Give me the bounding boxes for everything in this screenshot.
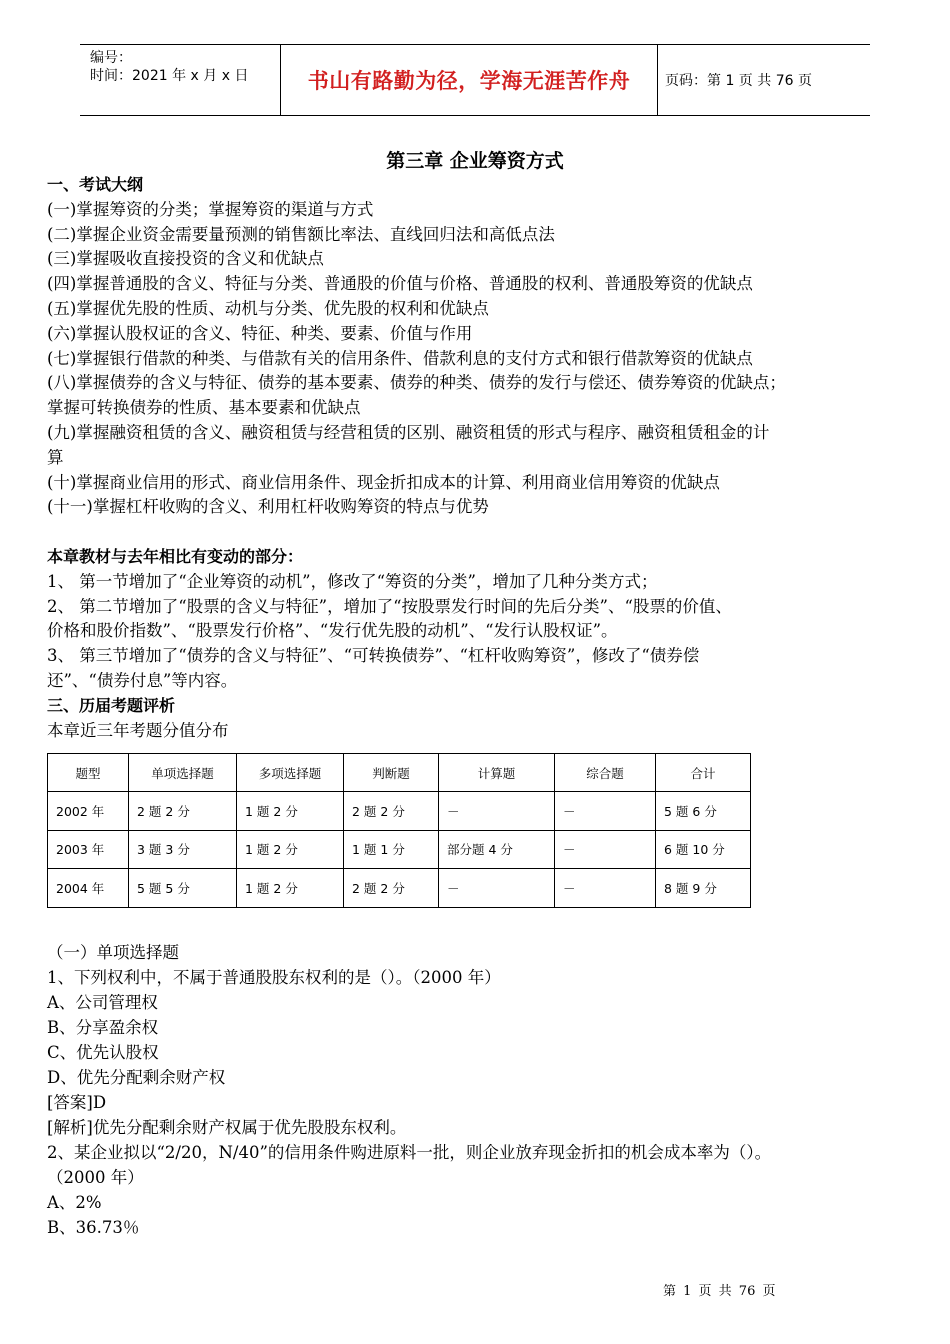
table-header-cell: 合计 (656, 754, 751, 792)
table-cell: 6 题 10 分 (656, 830, 751, 869)
table-cell: 2 题 2 分 (344, 792, 439, 831)
text-line: 价格和股价指数”、“股票发行价格”、“发行优先股的动机”、“发行认股权证”。 (47, 621, 618, 641)
table-cell: 1 题 1 分 (344, 830, 439, 869)
table-cell: 1 题 2 分 (237, 830, 344, 869)
table-header-cell: 多项选择题 (237, 754, 344, 792)
table-cell: 2 题 2 分 (344, 869, 439, 908)
question-line: A、公司管理权 (47, 993, 158, 1012)
table-cell: 8 题 9 分 (656, 869, 751, 908)
text-line: (一)掌握筹资的分类；掌握筹资的渠道与方式 (47, 199, 374, 219)
question-line: B、36.73％ (47, 1218, 140, 1237)
table-cell: 5 题 6 分 (656, 792, 751, 831)
table-header-cell: 计算题 (439, 754, 555, 792)
header-page-label: 页码：第 1 页 共 76 页 (665, 73, 812, 89)
table-header-cell: 题型 (48, 754, 129, 792)
question-line: 2、某企业拟以“2/20，N/40”的信用条件购进原料一批，则企业放弃现金折扣的机会成本率为（）。 (47, 1143, 772, 1162)
section-heading: 本章教材与去年相比有变动的部分： (47, 547, 304, 566)
table-row (48, 869, 751, 908)
table-header-cell: 判断题 (344, 754, 439, 792)
text-line: 本章近三年考题分值分布 (47, 720, 229, 740)
table-cell: 3 题 3 分 (129, 830, 237, 869)
table-header-cell: 单项选择题 (129, 754, 237, 792)
question-line: D、优先分配剩余财产权 (47, 1068, 226, 1087)
question-line: B、分享盈余权 (47, 1018, 159, 1037)
table-header-row (48, 754, 751, 792)
table-row (48, 830, 751, 869)
table-cell: － (439, 869, 555, 908)
time-label: 时间：2021 年 x 月 x 日 (90, 68, 249, 84)
table-cell: 2004 年 (48, 869, 129, 908)
text-line: (九)掌握融资租赁的含义、融资租赁与经营租赁的区别、融资租赁的形式与程序、融资租赁租金的计 (47, 423, 770, 442)
text-line: (二)掌握企业资金需要量预测的销售额比率法、直线回归法和高低点法 (47, 224, 555, 244)
question-line: [答案]D (47, 1093, 107, 1112)
question-line: （一）单项选择题 (47, 943, 179, 962)
table-cell: － (555, 830, 656, 869)
question-line: [解析]优先分配剩余财产权属于优先股股东权利。 (47, 1118, 407, 1137)
score-table (47, 753, 751, 908)
text-line: (十)掌握商业信用的形式、商业信用条件、现金折扣成本的计算、利用商业信用筹资的优缺点 (47, 472, 720, 492)
text-line: 1、 第一节增加了“企业筹资的动机”，修改了“筹资的分类”，增加了几种分类方式； (47, 571, 658, 591)
text-line: (五)掌握优先股的性质、动机与分类、优先股的权利和优缺点 (47, 299, 489, 318)
question-line: （2000 年） (47, 1168, 144, 1187)
table-cell: － (439, 792, 555, 831)
table-cell: 2003 年 (48, 830, 129, 869)
chapter-title: 第三章 企业筹资方式 (386, 150, 564, 172)
text-line: 3、 第三节增加了“债券的含义与特征”、“可转换债券”、“杠杆收购筹资”，修改了“债券偿 (47, 646, 700, 666)
text-line: (十一)掌握杠杆收购的含义、利用杠杆收购筹资的特点与优势 (47, 497, 489, 517)
text-line: 2、 第二节增加了“股票的含义与特征”，增加了“按股票发行时间的先后分类”、“股票的价值、 (47, 596, 732, 616)
table-cell: 1 题 2 分 (237, 792, 344, 831)
text-line: (七)掌握银行借款的种类、与借款有关的信用条件、借款利息的支付方式和银行借款筹资的优缺点 (47, 348, 753, 368)
header-motto: 书山有路勤为径，学海无涯苦作舟 (280, 45, 658, 115)
text-line: (八)掌握债券的含义与特征、债券的基本要素、债券的种类、债券的发行与偿还、债券筹资的优缺点； (47, 373, 786, 393)
text-line: 算 (47, 447, 64, 467)
section-heading: 三、历届考题评析 (47, 695, 176, 715)
text-line: 还”、“债券付息”等内容。 (47, 671, 238, 690)
text-line: 掌握可转换债券的性质、基本要素和优缺点 (47, 398, 361, 418)
table-header-cell: 综合题 (555, 754, 656, 792)
number-label: 编号： (90, 50, 132, 66)
table-cell: 2 题 2 分 (129, 792, 237, 831)
question-line: 1、下列权利中，不属于普通股股东权利的是（）。（2000 年） (47, 968, 501, 987)
table-cell: － (555, 869, 656, 908)
table-cell: 部分题 4 分 (439, 830, 555, 869)
header-meta (80, 45, 280, 115)
section-heading: 一、考试大纲 (47, 175, 144, 194)
text-line: (六)掌握认股权证的含义、特征、种类、要素、价值与作用 (47, 323, 473, 343)
question-line: C、优先认股权 (47, 1043, 159, 1062)
table-cell: 5 题 5 分 (129, 869, 237, 908)
page-footer: 第 1 页 共 76 页 (663, 1284, 776, 1299)
table-cell: 2002 年 (48, 792, 129, 831)
table-row (48, 792, 751, 831)
question-line: A、2% (47, 1193, 102, 1212)
table-cell: 1 题 2 分 (237, 869, 344, 908)
text-line: (三)掌握吸收直接投资的含义和优缺点 (47, 249, 324, 269)
text-line: (四)掌握普通股的含义、特征与分类、普通股的价值与价格、普通股的权利、普通股筹资的优缺点 (47, 274, 753, 294)
page-header (80, 44, 870, 116)
table-cell: － (555, 792, 656, 831)
